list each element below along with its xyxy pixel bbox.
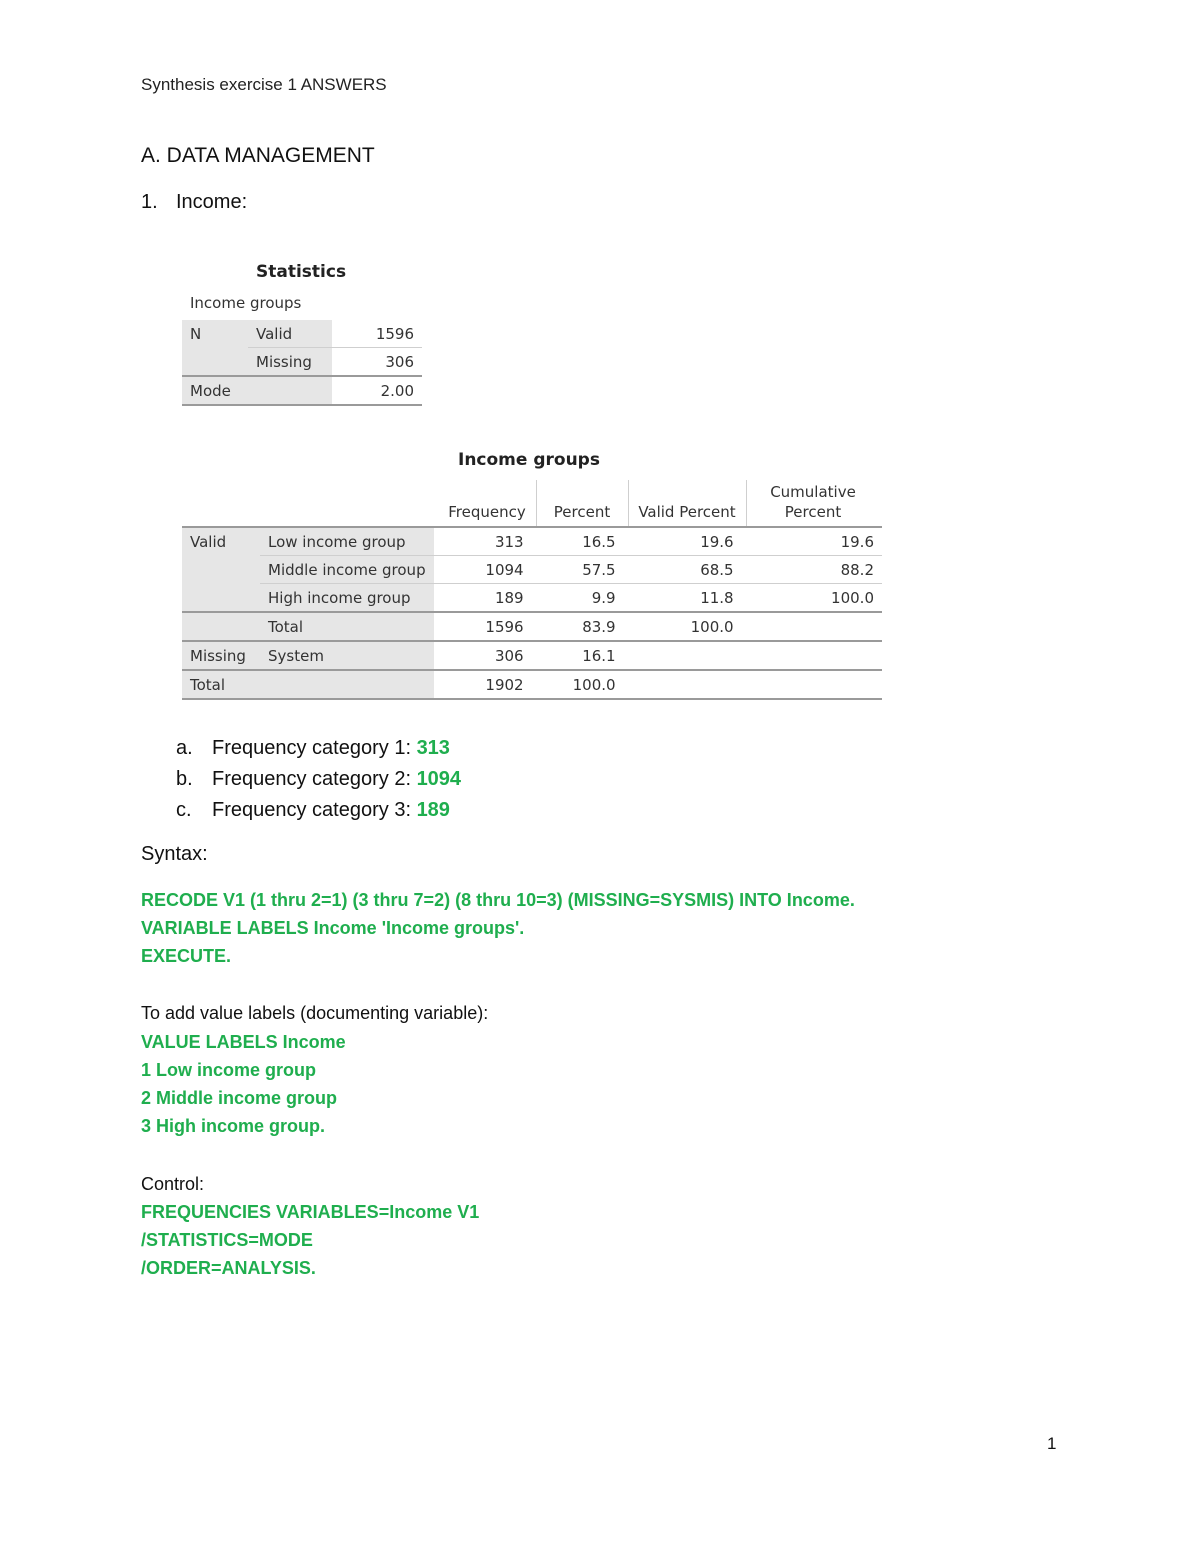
stats-cell: Missing <box>248 348 332 377</box>
cumulative-percent-cell <box>742 670 882 699</box>
valid-percent-cell: 11.8 <box>624 584 742 613</box>
percent-cell: 57.5 <box>532 556 624 584</box>
answer-text: Frequency category 1: <box>212 737 411 759</box>
stats-cell: Valid <box>248 320 332 348</box>
frequency-cell: 1902 <box>434 670 532 699</box>
category-cell: Low income group <box>260 528 434 556</box>
col-header-cumulative-line2: Percent <box>784 503 842 521</box>
answer-letter: b. <box>176 768 193 790</box>
frequency-cell: 306 <box>434 641 532 670</box>
group-cell: Missing <box>182 641 260 670</box>
answer-letter: a. <box>176 737 193 759</box>
stats-cell <box>248 376 332 405</box>
table-row <box>182 528 882 556</box>
code-line: VARIABLE LABELS Income 'Income groups'. <box>141 918 525 938</box>
frequency-cell: 1094 <box>434 556 532 584</box>
frequency-cell: 313 <box>434 528 532 556</box>
group-cell <box>182 584 260 613</box>
list-item-income <box>141 191 247 214</box>
answer-text: Frequency category 2: <box>212 768 411 790</box>
code-line: VALUE LABELS Income <box>141 1032 346 1052</box>
code-line: EXECUTE. <box>141 946 232 966</box>
list-item <box>176 764 461 795</box>
table-row <box>182 670 882 699</box>
frequency-cell: 189 <box>434 584 532 613</box>
category-cell: Middle income group <box>260 556 434 584</box>
table-row <box>182 556 882 584</box>
list-item <box>176 733 461 764</box>
code-line: 2 Middle income group <box>141 1088 338 1108</box>
table-row <box>182 348 422 377</box>
percent-cell: 100.0 <box>532 670 624 699</box>
header-divider <box>746 480 747 526</box>
code-line: 3 High income group. <box>141 1116 326 1136</box>
category-cell <box>260 670 434 699</box>
col-header-percent: Percent <box>553 503 611 521</box>
table-row <box>182 584 882 613</box>
table-row <box>182 376 422 405</box>
answer-text: Frequency category 3: <box>212 799 411 821</box>
category-cell: System <box>260 641 434 670</box>
valid-percent-cell <box>624 641 742 670</box>
item-label: Income: <box>176 191 248 213</box>
col-header-cumulative <box>746 482 880 522</box>
cumulative-percent-cell <box>742 612 882 641</box>
item-number: 1. <box>141 191 158 213</box>
code-line: 1 Low income group <box>141 1060 317 1080</box>
code-line: RECODE V1 (1 thru 2=1) (3 thru 7=2) (8 thru 10=3) (MISSING=SYSMIS) INTO Income. <box>141 890 855 910</box>
answer-value: 189 <box>416 799 450 821</box>
frequency-cell: 1596 <box>434 612 532 641</box>
frequency-table <box>182 528 882 700</box>
control-label: Control: <box>141 1174 205 1194</box>
percent-cell: 9.9 <box>532 584 624 613</box>
group-cell: Valid <box>182 528 260 556</box>
page-number: 1 <box>1047 1434 1057 1453</box>
control-block <box>141 1198 479 1282</box>
header-divider <box>628 480 629 526</box>
code-line: FREQUENCIES VARIABLES=Income V1 <box>141 1202 480 1222</box>
group-cell: Total <box>182 670 260 699</box>
page-header: Synthesis exercise 1 ANSWERS <box>141 75 387 94</box>
category-cell: High income group <box>260 584 434 613</box>
percent-cell: 16.1 <box>532 641 624 670</box>
stats-cell: Mode <box>182 376 248 405</box>
cumulative-percent-cell: 100.0 <box>742 584 882 613</box>
stats-cell <box>182 348 248 377</box>
table-row <box>182 612 882 641</box>
col-header-valid-percent: Valid Percent <box>638 503 736 521</box>
col-header-cumulative-line1: Cumulative <box>770 483 856 501</box>
cumulative-percent-cell: 88.2 <box>742 556 882 584</box>
answers-list <box>176 733 461 826</box>
stats-value: 2.00 <box>332 376 422 405</box>
cumulative-percent-cell: 19.6 <box>742 528 882 556</box>
answer-value: 313 <box>416 737 450 759</box>
syntax-block <box>141 886 855 970</box>
code-line: /STATISTICS=MODE <box>141 1230 313 1250</box>
frequency-table-title: Income groups <box>458 450 600 470</box>
col-header-frequency: Frequency <box>448 503 526 521</box>
statistics-title: Statistics <box>256 262 347 282</box>
valid-percent-cell: 19.6 <box>624 528 742 556</box>
table-row <box>182 641 882 670</box>
value-labels-block <box>141 1028 346 1140</box>
answer-letter: c. <box>176 799 192 821</box>
cumulative-percent-cell <box>742 641 882 670</box>
group-cell <box>182 612 260 641</box>
section-title: A. DATA MANAGEMENT <box>141 144 375 167</box>
group-cell <box>182 556 260 584</box>
value-labels-label: To add value labels (documenting variable): <box>141 1003 489 1023</box>
table-row <box>182 320 422 348</box>
syntax-label: Syntax: <box>141 843 208 865</box>
valid-percent-cell: 100.0 <box>624 612 742 641</box>
valid-percent-cell: 68.5 <box>624 556 742 584</box>
statistics-table <box>182 320 422 406</box>
stats-value: 306 <box>332 348 422 377</box>
statistics-caption: Income groups <box>190 294 302 312</box>
code-line: /ORDER=ANALYSIS. <box>141 1258 316 1278</box>
category-cell: Total <box>260 612 434 641</box>
list-item <box>176 795 461 826</box>
answer-value: 1094 <box>416 768 462 790</box>
stats-cell: N <box>182 320 248 348</box>
percent-cell: 83.9 <box>532 612 624 641</box>
stats-value: 1596 <box>332 320 422 348</box>
percent-cell: 16.5 <box>532 528 624 556</box>
valid-percent-cell <box>624 670 742 699</box>
header-divider <box>536 480 537 526</box>
